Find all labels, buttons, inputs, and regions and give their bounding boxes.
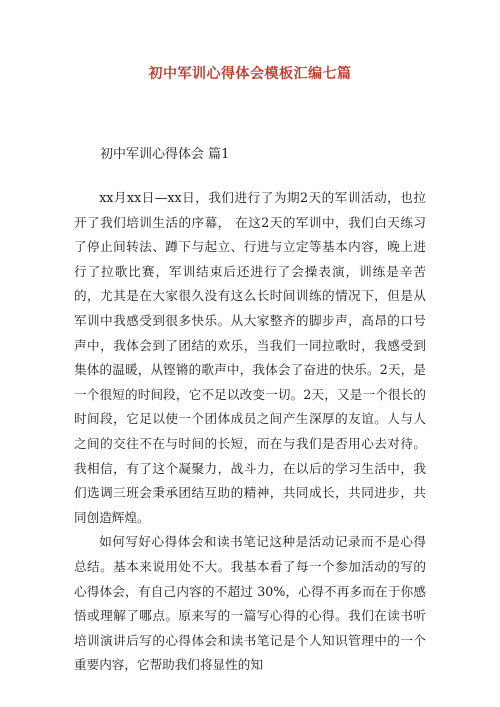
document-body [74,186,426,678]
document-title: 初中军训心得体会模板汇编七篇 [148,66,352,82]
section-heading: 初中军训心得体会 篇1 [100,147,230,162]
paragraph-2: 如何写好心得体会和读书笔记这种是活动记录而不是心得总结。基本来说用处不大。我基本看了每一个参加活动的写的心得体会，有自己内容的不超过 30%，心得不再多而在于你感悟或理解了哪点。原来写的一篇写心得的心得。我们在读书听培训演讲后写的心得体会和读书笔记是个人知识管理中的一个重要内容，它帮助我们将显性的知 [74,534,426,673]
paragraph-1: xx月xx日—xx日，我们进行了为期2天的军训活动，也拉开了我们培训生活的序幕， 在这2天的军训中，我们白天练习了停止间转法、蹲下与起立、行进与立定等基本内容，晚上进行了拉歌比赛，军训结束后还进行了会操表演，训练是辛苦的，尤其是在大家很久没有这么长时间训练的情况下，但是从军训中我感受到很多快乐。从大家整齐的脚步声，高昂的口号声中，我体会到了团结的欢乐，当我们一同拉歌时，我感受到集体的温暖，从铿锵的歌声中，我体会了奋进的快乐。2天，是一个很短的时间段，它不足以改变一切。2天，又是一个很长的时间段，它足以使一个团体成员之间产生深厚的友谊。人与人之间的交往不在与时间的长短，而在与我们是否用心去对待。我相信，有了这个凝聚力，战斗力，在以后的学习生活中，我们选调三班会秉承团结互助的精神，共同成长，共同进步，共同创造辉煌。 [74,190,426,525]
